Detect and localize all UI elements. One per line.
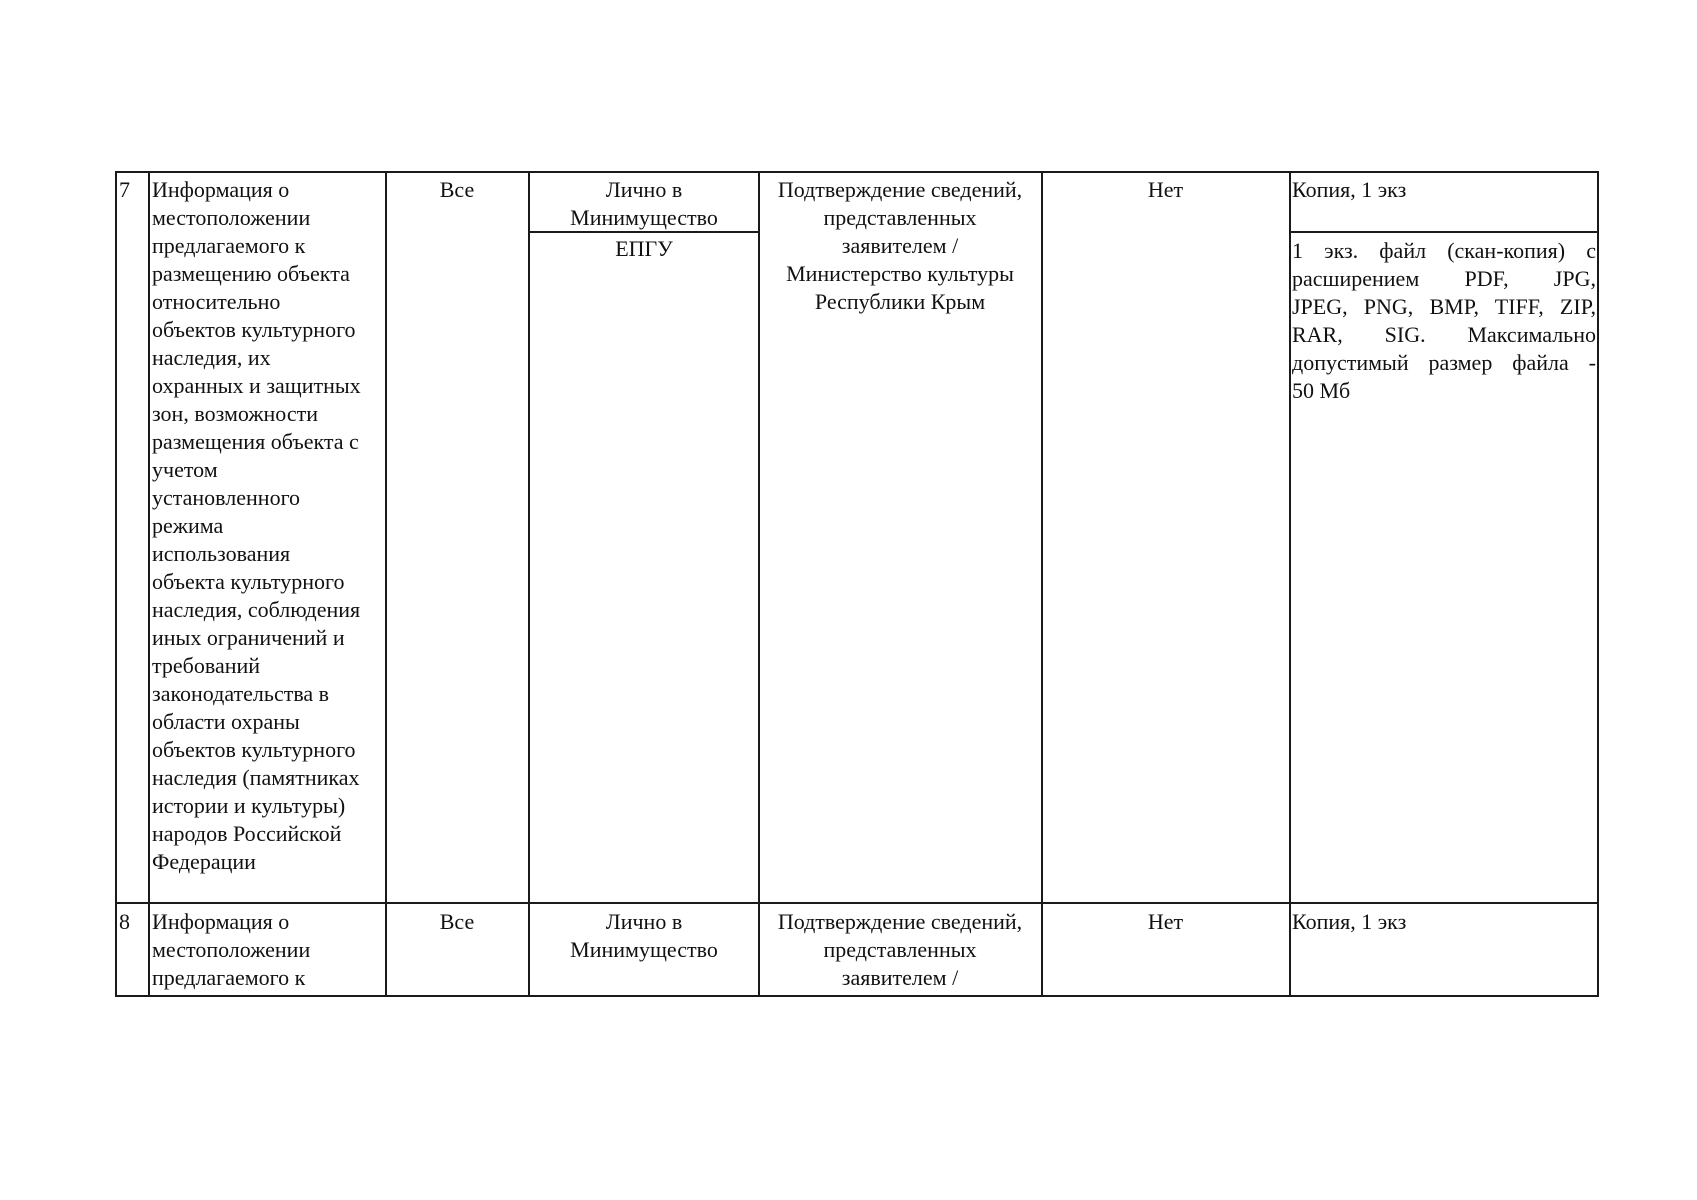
electronic-form-line: 1 экз. файл (скан-копия) с <box>1292 238 1596 263</box>
electronic-form-line: 50 Мб <box>1292 378 1351 403</box>
row7-form-divider <box>1290 231 1599 233</box>
submission-method-personal: Лично в Минимущество <box>570 177 718 230</box>
electronic-form-line: RAR, SIG. Максимально <box>1292 322 1596 347</box>
table-bottom-border <box>115 995 1599 997</box>
col-divider-6 <box>1289 171 1291 997</box>
document-name: Информация о местоположении предлагаемого к размещению объекта относительно объектов культурного наследия, их охранных и защитных зон, возможности размещения объекта с учетом установленного режима использования объекта культурного наследия, соблюдения иных ограничений и требований законодательства в области охраны объектов культурного наследия (памятниках истории и культуры) народов Российской Федерации <box>152 177 361 874</box>
applicant-category: Все <box>439 909 475 934</box>
row-number: 8 <box>119 909 130 934</box>
requirement-flag: Нет <box>1147 909 1184 934</box>
document-name: Информация о местоположении предлагаемого к <box>152 909 311 990</box>
table-right-border <box>1597 171 1599 997</box>
electronic-form-line: JPEG, PNG, BMP, TIFF, ZIP, <box>1292 294 1596 319</box>
requirement-flag: Нет <box>1147 177 1184 202</box>
submission-method-online: ЕПГУ <box>615 236 673 261</box>
col-divider-1 <box>148 171 150 997</box>
col-divider-3 <box>528 171 530 997</box>
row-number: 7 <box>119 177 130 202</box>
col-divider-5 <box>1041 171 1043 997</box>
document-purpose: Подтверждение сведений, представленных заявителем / <box>777 909 1023 990</box>
document-purpose: Подтверждение сведений, представленных заявителем / Министерство культуры Республики Крым <box>777 177 1023 314</box>
document-form-paper: Копия, 1 экз <box>1292 177 1407 202</box>
row-separator <box>115 902 1599 904</box>
document-form-electronic <box>1292 237 1596 405</box>
applicant-category: Все <box>439 177 475 202</box>
document-form-paper: Копия, 1 экз <box>1292 909 1407 934</box>
electronic-form-line: расширением PDF, JPG, <box>1292 266 1596 291</box>
table-top-border <box>115 171 1599 173</box>
submission-method-personal: Лично в Минимущество <box>570 909 718 962</box>
electronic-form-line: допустимый размер файла - <box>1292 350 1596 375</box>
table-left-border <box>115 171 117 997</box>
